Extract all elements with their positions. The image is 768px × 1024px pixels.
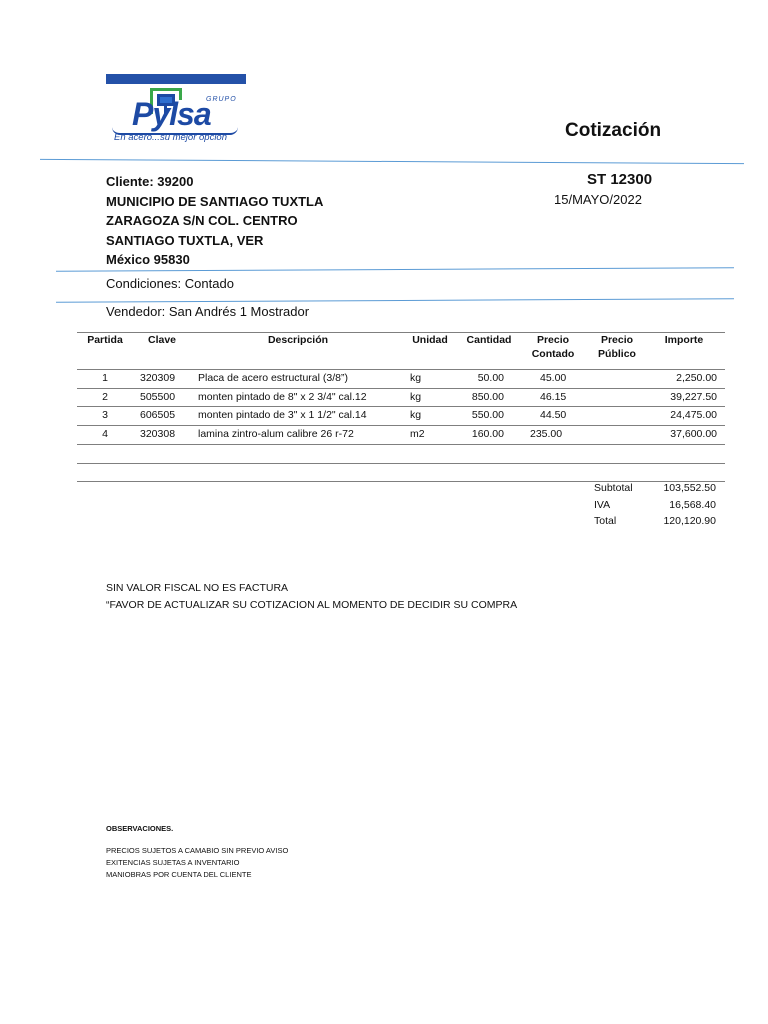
row-unidad: kg: [410, 372, 422, 384]
client-name: MUNICIPIO DE SANTIAGO TUXTLA: [106, 193, 324, 209]
row-rule: [77, 444, 725, 445]
row-importe: 2,250.00: [676, 372, 717, 384]
logo-top-bar: [106, 74, 246, 84]
row-cantidad: 850.00: [471, 391, 504, 403]
col-header-unidad: Unidad: [412, 334, 448, 346]
blank-row-rule: [77, 463, 725, 464]
row-importe: 39,227.50: [670, 391, 717, 403]
col-header-clave: Clave: [147, 334, 177, 346]
row-descripcion: Placa de acero estructural (3/8”): [198, 372, 348, 384]
row-cantidad: 550.00: [471, 409, 504, 421]
iva-label: IVA: [594, 499, 611, 511]
col-header-precio-contado: [524, 333, 582, 361]
payment-conditions: Condiciones: Contado: [106, 276, 234, 291]
table-header-rule: [77, 369, 725, 370]
row-precio-contado: 235.00: [530, 428, 563, 440]
row-unidad: kg: [410, 391, 422, 403]
col-header-precio-contado-line2: Contado: [531, 348, 575, 360]
row-unidad: m2: [410, 428, 425, 440]
quote-date: 15/MAYO/2022: [554, 192, 642, 207]
row-importe: 24,475.00: [670, 409, 717, 421]
observation-line: PRECIOS SUJETOS A CAMABIO SIN PREVIO AVISO: [106, 846, 289, 855]
observation-line: EXITENCIAS SUJETAS A INVENTARIO: [106, 858, 240, 867]
total-label: Total: [594, 515, 617, 527]
row-clave: 320309: [140, 372, 176, 384]
col-header-descripcion: Descripción: [267, 334, 329, 346]
row-precio-contado: 46.15: [540, 391, 567, 403]
col-header-importe: Importe: [664, 334, 704, 346]
client-id: Cliente: 39200: [106, 174, 194, 189]
subtotal-value: 103,552.50: [663, 482, 716, 494]
row-importe: 37,600.00: [670, 428, 717, 440]
iva-value: 16,568.40: [669, 499, 716, 511]
col-header-cantidad: Cantidad: [466, 334, 512, 346]
row-partida: 1: [102, 372, 108, 384]
row-clave: 320308: [140, 428, 176, 440]
row-cantidad: 160.00: [471, 428, 504, 440]
fiscal-note: SIN VALOR FISCAL NO ES FACTURA: [106, 582, 289, 594]
client-address-line1: ZARAGOZA S/N COL. CENTRO: [106, 213, 298, 228]
conditions-divider: [56, 298, 734, 303]
row-rule: [77, 406, 725, 407]
company-logo: [106, 74, 246, 148]
row-partida: 4: [102, 428, 108, 440]
seller-name: Vendedor: San Andrés 1 Mostrador: [106, 304, 310, 319]
row-partida: 3: [102, 409, 108, 421]
row-descripcion: monten pintado de 8" x 2 3/4" cal.12: [198, 391, 367, 403]
col-header-precio-publico-line2: Público: [598, 348, 636, 360]
logo-brand-text: Pylsa: [132, 96, 211, 132]
header-divider: [40, 159, 744, 164]
quote-folio: ST 12300: [587, 171, 653, 188]
col-header-precio-publico: [590, 333, 644, 361]
logo-tagline: En acero...su mejor opción: [114, 132, 228, 143]
client-address-line2: SANTIAGO TUXTLA, VER: [106, 232, 264, 248]
row-partida: 2: [102, 391, 108, 403]
document-title: Cotización: [565, 120, 662, 141]
row-precio-contado: 45.00: [540, 372, 567, 384]
observations-title: OBSERVACIONES.: [106, 824, 174, 833]
row-clave: 606505: [140, 409, 176, 421]
row-unidad: kg: [410, 409, 422, 421]
row-cantidad: 50.00: [477, 372, 504, 384]
observation-line: MANIOBRAS POR CUENTA DEL CLIENTE: [106, 870, 252, 879]
col-header-precio-publico-line1: Precio: [600, 334, 634, 346]
update-quote-note: “FAVOR DE ACTUALIZAR SU COTIZACION AL MOMENTO DE DECIDIR SU COMPRA: [106, 599, 518, 611]
row-descripcion: monten pintado de 3" x 1 1/2" cal.14: [198, 409, 367, 421]
client-address-line3: México 95830: [106, 252, 190, 267]
row-rule: [77, 388, 725, 389]
col-header-precio-contado-line1: Precio: [536, 334, 570, 346]
row-rule: [77, 425, 725, 426]
row-precio-contado: 44.50: [540, 409, 567, 421]
col-header-partida: Partida: [87, 334, 123, 346]
client-block: [106, 172, 323, 270]
row-descripcion: lamina zintro-alum calibre 26 r-72: [198, 428, 354, 440]
row-clave: 505500: [140, 391, 176, 403]
subtotal-label: Subtotal: [594, 482, 633, 494]
logo-group-text: GRUPO: [206, 96, 237, 103]
total-value: 120,120.90: [663, 515, 716, 527]
